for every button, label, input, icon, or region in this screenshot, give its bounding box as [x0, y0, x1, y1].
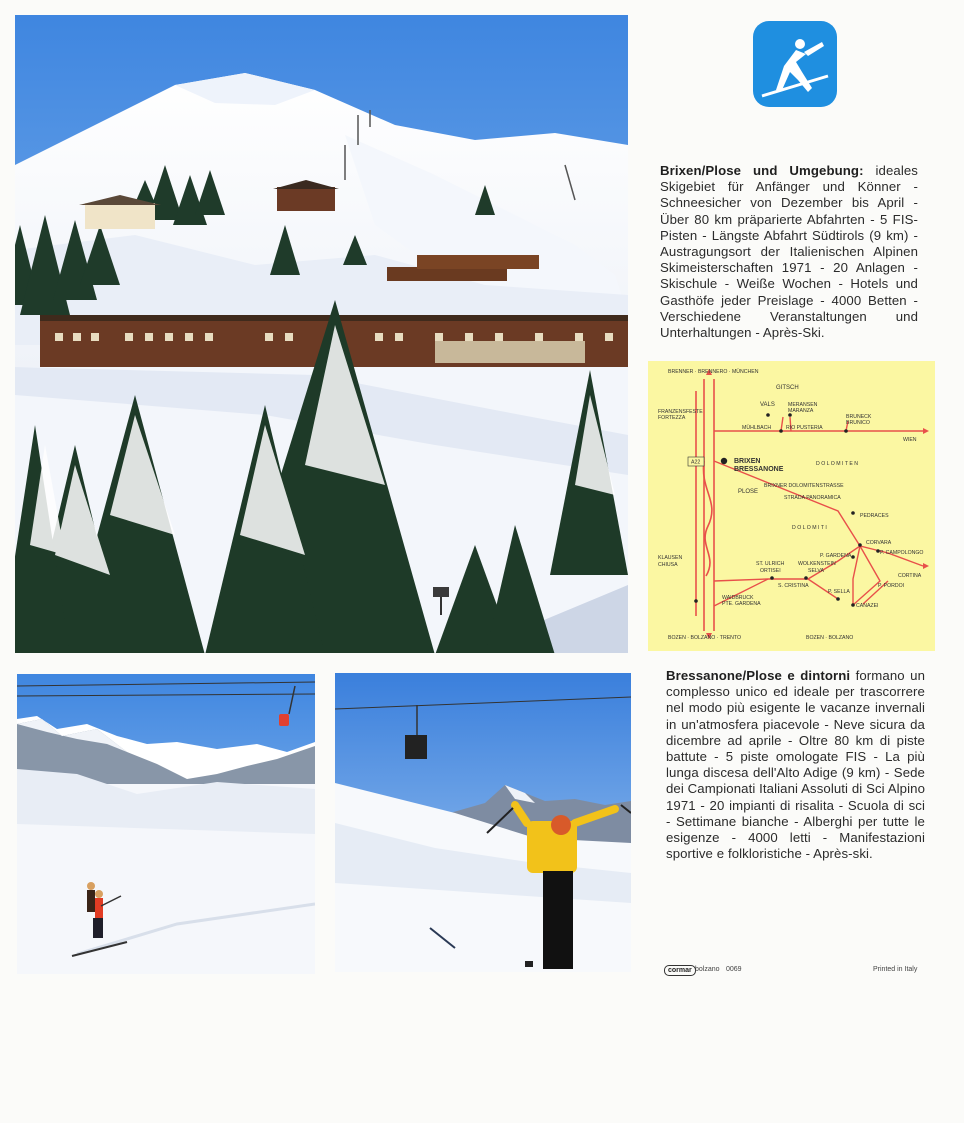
map-label-ortisei: ORTISEI — [760, 568, 781, 574]
print-code: 0069 — [726, 966, 742, 973]
map-label-muehlbach: MÜHLBACH — [742, 425, 772, 431]
map-label-gitsch: GITSCH — [776, 385, 799, 391]
map-label-s-cristina: S. CRISTINA — [778, 583, 809, 589]
photo-skiers-mountains — [17, 674, 315, 974]
map-label-st-ulrich: ST. ULRICH — [756, 561, 785, 567]
map-label-plose: PLOSE — [738, 489, 759, 495]
map-label-cortina: CORTINA — [898, 573, 922, 579]
skier-logo-icon — [752, 20, 838, 108]
map-label-strada-panoramica: STRADA PANORAMICA — [784, 495, 841, 501]
map-label-bruneck: BRUNECK — [846, 414, 872, 420]
map-label-maranza: MARANZA — [788, 408, 814, 414]
map-label-franzensfeste: FRANZENSFESTE — [658, 409, 703, 415]
map-label-bressanone: BRESSANONE — [734, 466, 784, 473]
map-label-meransen: MERANSEN — [788, 402, 818, 408]
photo-plose-ski-resort — [15, 15, 628, 653]
heading-italian: Bressanone/Plose e dintorni — [666, 668, 851, 683]
map-label-wien: WIEN — [903, 437, 917, 443]
map-label-p-pordoi: P. PORDOI — [878, 583, 905, 589]
description-german — [660, 163, 918, 341]
map-label-chiusa: CHIUSA — [658, 562, 678, 568]
body-german: ideales Skigebiet für Anfänger und Könner - Schneesicher von Dezember bis April - Über 80 km präparierte Abfahrten - 5 FIS-Pisten - Längste Abfahrt Südtirols (9 km) - Austragungsort der Italienischen Alpinen Skimeisterschaften 1971 - 20 Anlagen - Skischule - Weiße Wochen - Hotels und Gasthöfe jeder Preislage - 4000 Betten - Verschiedene Veranstaltungen und Unterhaltungen - Après-Ski. — [660, 163, 918, 341]
map-label-pte-gardena: PTE. GARDENA — [722, 601, 761, 607]
map-label-brixen: BRIXEN — [734, 458, 761, 465]
map-label-p-gardena: P. GARDENA — [820, 553, 852, 559]
printed-in: Printed in Italy — [873, 966, 918, 973]
map-label-fortezza: FORTEZZA — [658, 415, 686, 421]
map-label-pedraces: PEDRACES — [860, 513, 889, 519]
map-label-dolomiten: D O L O M I T E N — [816, 461, 858, 467]
map-label-waidbruck: WAIDBRUCK — [722, 595, 754, 601]
map-label-corvara: CORVARA — [866, 540, 892, 546]
heading-german: Brixen/Plose und Umgebung: — [660, 163, 864, 178]
map-label-top: BRENNER · BRENNERO · MÜNCHEN — [668, 369, 759, 375]
publisher-badge: cormar — [664, 965, 696, 976]
route-map — [648, 361, 935, 651]
map-label-bottom-right: BOZEN · BOLZANO — [806, 635, 854, 641]
map-label-p-campolongo: P. CAMPOLONGO — [880, 550, 924, 556]
map-label-bottom-left: BOZEN · BOLZANO · TRENTO — [668, 635, 742, 641]
publisher-city: bolzano — [695, 966, 720, 973]
map-label-wolkenstein: WOLKENSTEIN — [798, 561, 836, 567]
map-label-dolomiti: D O L O M I T I — [792, 525, 827, 531]
map-label-brunico: BRUNICO — [846, 420, 870, 426]
map-label-klausen: KLAUSEN — [658, 555, 683, 561]
map-label-selva: SELVA — [808, 568, 824, 574]
map-label-dolomitenstrasse: BRIXNER DOLOMITENSTRASSE — [764, 483, 844, 489]
description-italian — [666, 668, 925, 862]
map-label-p-sella: P. SELLA — [828, 589, 850, 595]
map-label-canazei: CANAZEI — [856, 603, 879, 609]
photo-skier-yellow-jacket — [335, 673, 631, 972]
map-label-vals: VALS — [760, 402, 775, 408]
map-road-number: A22 — [691, 459, 701, 466]
body-italian: formano un complesso unico ed ideale per trascorrere nel modo più esigente le vacanze invernali in un'atmosfera piacevole - Neve sicura da dicembre ad aprile - Oltre 80 km di piste battute - 5 piste omologate FIS - La più lunga discesa dell'Alto Adige (9 km) - Sede dei Campionati Italiani Assoluti di Sci Alpino 1971 - 20 impianti di risalita - Scuola di sci - Settimane bianche - Alberghi per tutte le esigenze - 4000 letti - Manifestazioni sportive e folkloristiche - Après-ski. — [666, 668, 925, 862]
map-label-rio-pusteria: RIO PUSTERIA — [786, 425, 823, 431]
